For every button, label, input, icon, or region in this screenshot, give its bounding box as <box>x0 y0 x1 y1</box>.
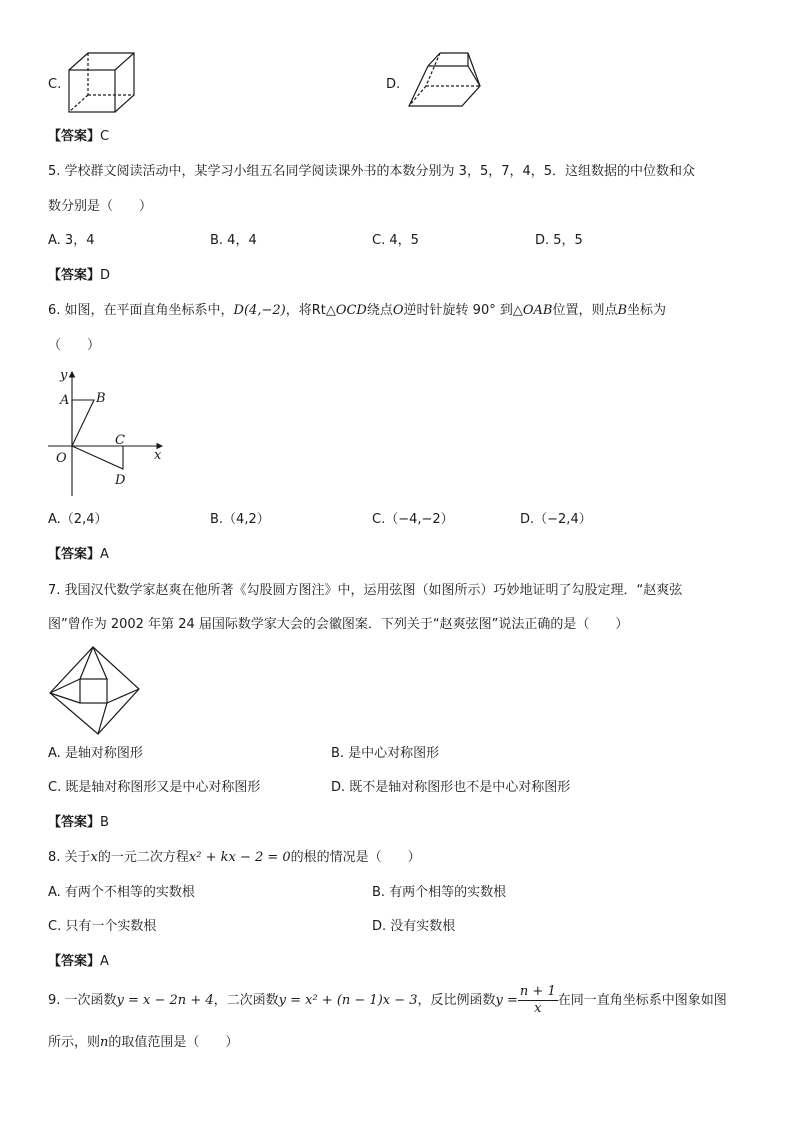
q6-option-d: D.（−2,4） <box>520 512 592 527</box>
q7-stem-line1: 7. 我国汉代数学家赵爽在他所著《勾股圆方图注》中，运用弦图（如图所示）巧妙地证明了勾股定理．“赵爽弦 <box>48 583 683 598</box>
q8-option-b: B. 有两个相等的实数根 <box>372 885 507 900</box>
q6-option-b: B.（4,2） <box>210 512 270 527</box>
q6-stem-line2: （ ） <box>48 338 101 353</box>
q9-stem-line2: 所示，则n的取值范围是（ ） <box>48 1035 239 1050</box>
q7-option-a: A. 是轴对称图形 <box>48 746 143 761</box>
q8-option-a: A. 有两个不相等的实数根 <box>48 885 195 900</box>
q5-stem-line2: 数分别是（ ） <box>48 199 153 214</box>
q5-answer: 【答案】D <box>48 268 111 283</box>
q8-stem: 8. 关于x的一元二次方程x² + kx − 2 = 0的根的情况是（ ） <box>48 850 421 865</box>
label-x: x <box>154 448 162 463</box>
q6-option-c: C.（−4,−2） <box>372 512 454 527</box>
q4-answer: 【答案】C <box>48 129 110 144</box>
q5-option-b: B. 4，4 <box>210 233 257 248</box>
label-b: B <box>96 391 106 406</box>
q9-stem-line1: 9. 一次函数y = x − 2n + 4，二次函数y = x² + (n − 1)x − 3，反比例函数y = $\frac{n + 1}{x}$ 在同一直角坐标系中图象如图 <box>48 984 727 1016</box>
q5-option-c: C. 4，5 <box>372 233 419 248</box>
q8-option-d: D. 没有实数根 <box>372 919 456 934</box>
q5-option-a: A. 3，4 <box>48 233 95 248</box>
q8-answer: 【答案】A <box>48 954 109 969</box>
q6-coordinate-figure <box>44 362 174 502</box>
q7-stem-line2: 图”曾作为 2002 年第 24 届国际数学家大会的会徽图案．下列关于“赵爽弦图”说法正确的是（ ） <box>48 617 629 632</box>
label-a: A <box>60 393 70 408</box>
q7-option-d: D. 既不是轴对称图形也不是中心对称图形 <box>331 780 571 795</box>
label-y: y <box>60 368 68 383</box>
q8-option-c: C. 只有一个实数根 <box>48 919 157 934</box>
q4-frustum-figure <box>404 50 484 108</box>
q4-cube-figure <box>66 50 138 116</box>
label-d: D <box>115 473 126 488</box>
q5-option-d: D. 5，5 <box>535 233 583 248</box>
label-o: O <box>56 451 67 466</box>
q6-stem-line1: 6. 如图，在平面直角坐标系中，D(4,−2)，将Rt△OCD绕点O逆时针旋转 90° 到△OAB位置，则点B坐标为 <box>48 303 667 318</box>
triangle-oab <box>72 400 94 446</box>
label-c: C <box>115 433 125 448</box>
q4-option-d-label: D. <box>386 77 401 92</box>
triangle-ocd <box>72 446 123 469</box>
q6-option-a: A.（2,4） <box>48 512 108 527</box>
q5-stem-line1: 5. 学校群文阅读活动中，某学习小组五名同学阅读课外书的本数分别为 3，5，7，4，5．这组数据的中位数和众 <box>48 164 696 179</box>
q7-answer: 【答案】B <box>48 815 109 830</box>
q4-option-c-label: C. <box>48 77 62 92</box>
q7-option-b: B. 是中心对称图形 <box>331 746 440 761</box>
q7-option-c: C. 既是轴对称图形又是中心对称图形 <box>48 780 261 795</box>
q7-zhao-shuang-figure <box>48 645 142 737</box>
q9-fraction: $\frac{n + 1}{x}$ <box>519 984 556 1016</box>
q6-answer: 【答案】A <box>48 547 109 562</box>
